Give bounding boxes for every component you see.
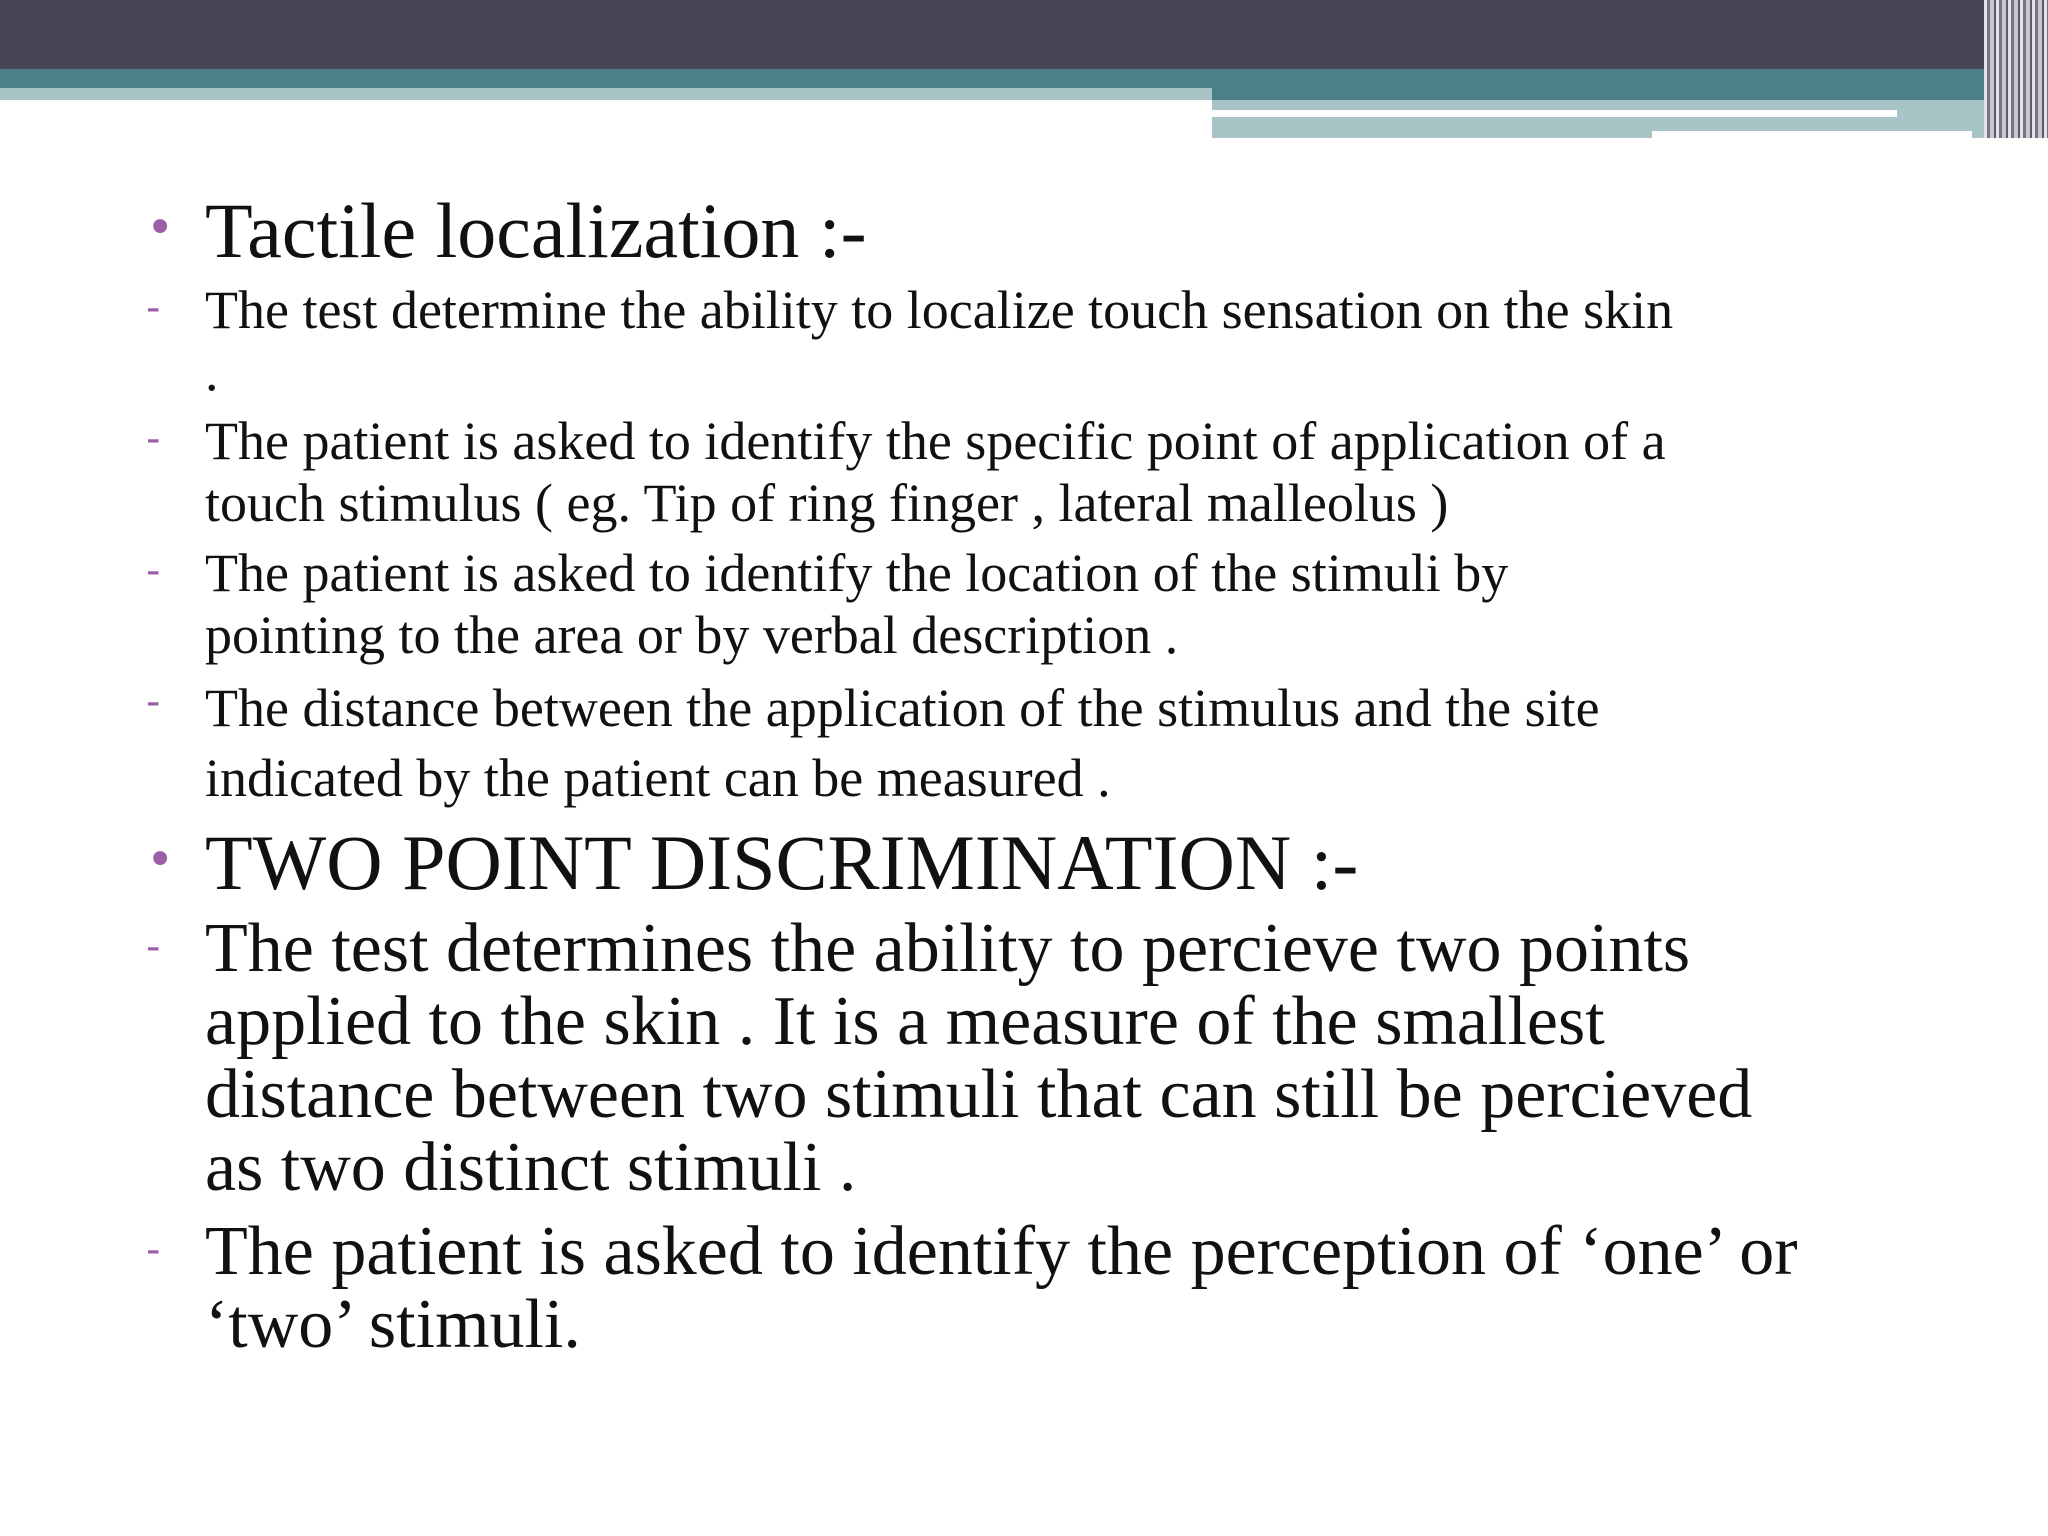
- dash-marker-icon: -: [146, 1227, 161, 1273]
- dash-item-text: The patient is asked to identify the perception of ‘one’ or ‘two’ stimuli.: [205, 1213, 1798, 1363]
- dash-item-text: The test determines the ability to percieve two points applied to the skin . It is a measure of the smallest distance between two stimuli that can still be percieved as two distinct stimuli .: [205, 910, 1753, 1206]
- heading-tactile-localization: Tactile localization :-: [205, 187, 867, 274]
- header-white-line: [1212, 110, 1897, 117]
- header-dark-band: [0, 0, 2048, 69]
- dash-marker-icon: -: [146, 416, 161, 462]
- header-teal-band-right: [1212, 88, 2048, 100]
- bullet-dot-icon: •: [146, 200, 175, 256]
- dash-item-text: The distance between the application of the stimulus and the site indicated by the patient can be measured .: [205, 678, 1600, 808]
- dash-marker-icon: -: [146, 548, 161, 594]
- dash-item-text: The patient is asked to identify the location of the stimuli by pointing to the area or by verbal description .: [205, 543, 1509, 665]
- dash-marker-icon: -: [146, 924, 161, 970]
- dash-marker-icon: -: [146, 285, 161, 331]
- dash-marker-icon: -: [146, 679, 161, 725]
- header-light-band-left: [0, 88, 1212, 100]
- bullet-dot-icon: •: [146, 832, 175, 888]
- dash-item-text: The patient is asked to identify the specific point of application of a touch stimulus ( eg. Tip of ring finger , lateral malleolus ): [205, 411, 1666, 533]
- header-teal-band: [0, 69, 2048, 88]
- dash-item-text: The test determine the ability to localize touch sensation on the skin .: [205, 280, 1674, 402]
- heading-two-point-discrimination: TWO POINT DISCRIMINATION :-: [205, 819, 1359, 906]
- header-edge-stripes: [1984, 0, 2048, 138]
- header-white-gap: [1652, 131, 1972, 138]
